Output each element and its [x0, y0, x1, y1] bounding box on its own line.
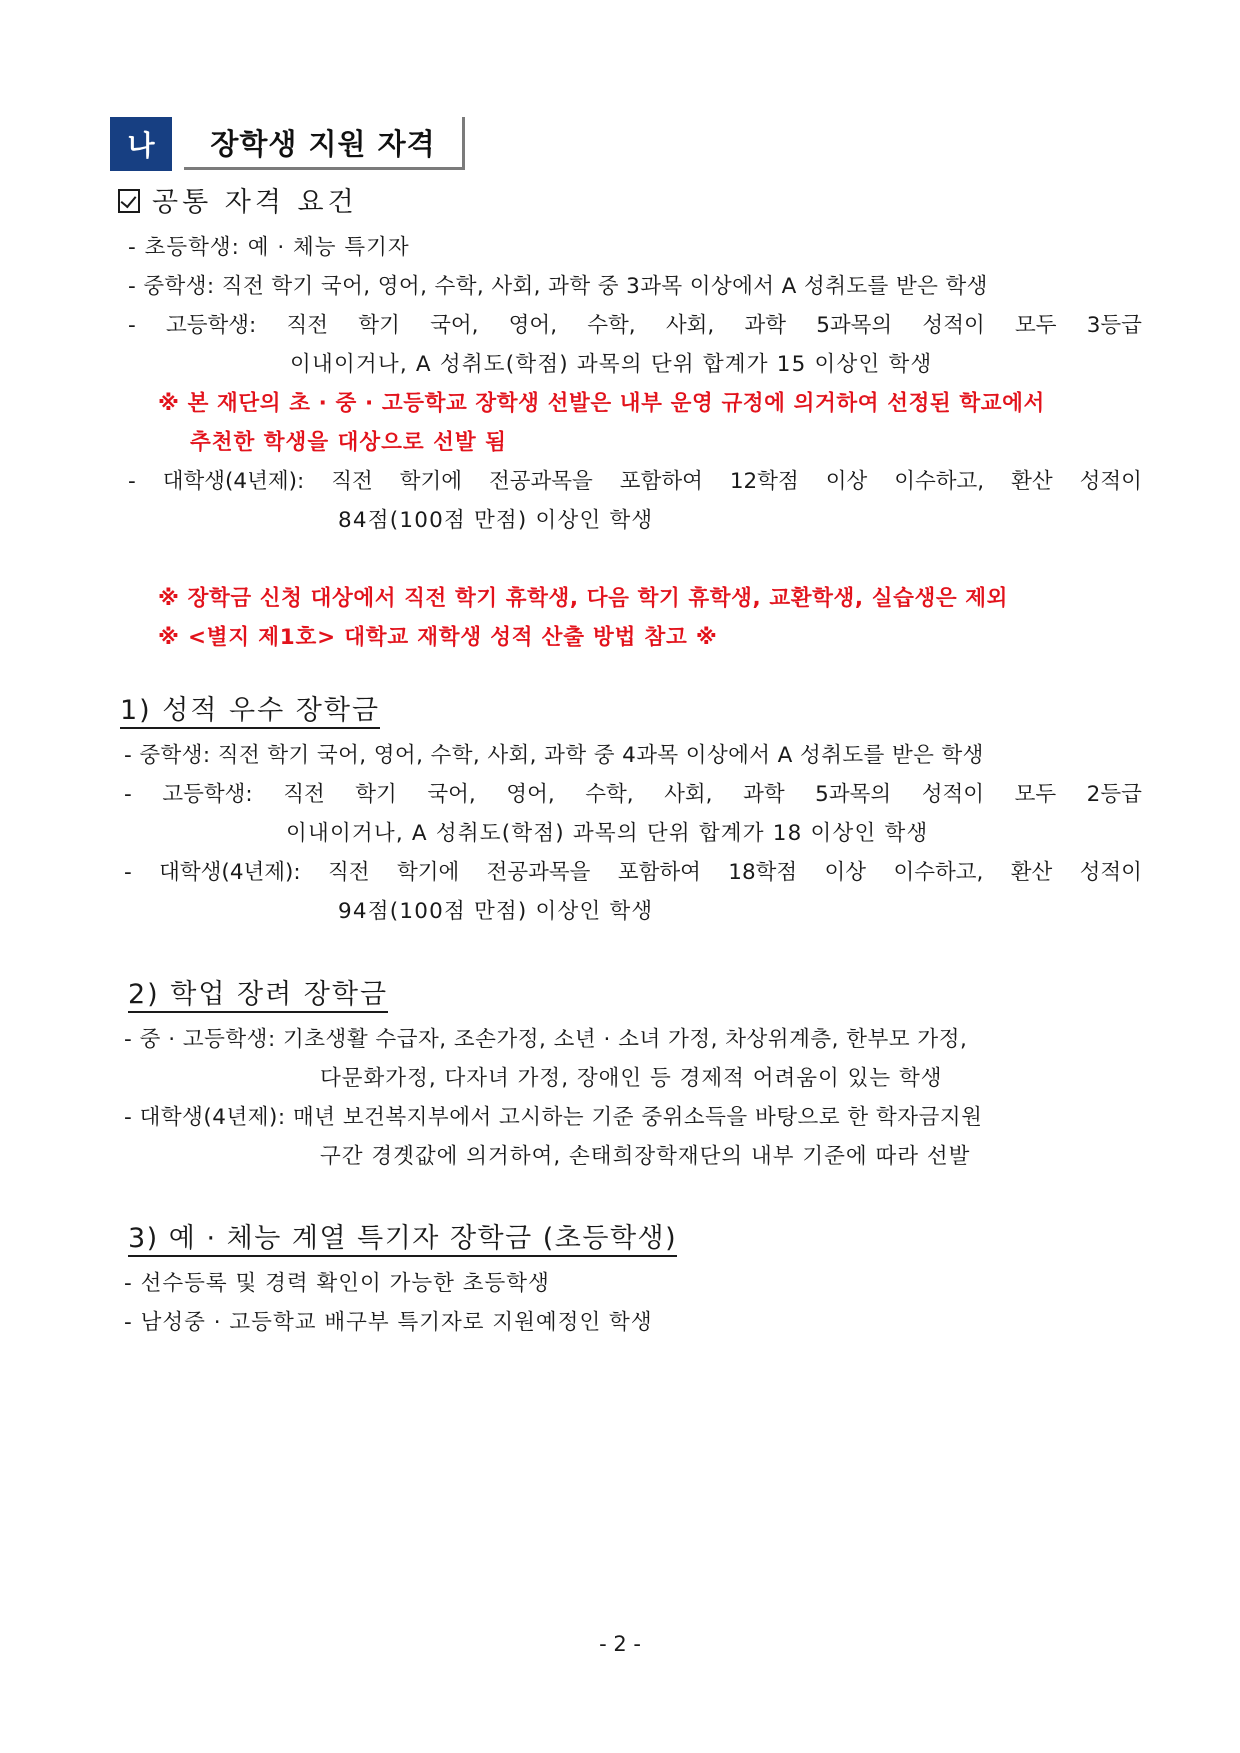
encourage-high-line2: 다문화가정, 다자녀 가정, 장애인 등 경제적 어려움이 있는 학생 — [320, 1066, 943, 1091]
section-header — [110, 117, 466, 171]
page-number: - 2 - — [599, 1632, 641, 1656]
section-title: 장학생 지원 자격 — [184, 117, 465, 170]
red-note-reference: ※ <별지 제1호> 대학교 재학생 성적 산출 방법 참고 ※ — [158, 625, 718, 650]
checkbox-icon — [118, 189, 140, 213]
merit-high-line2: 이내이거나, A 성취도(학점) 과목의 단위 합계가 18 이상인 학생 — [286, 821, 929, 846]
common-high-line2: 이내이거나, A 성취도(학점) 과목의 단위 합계가 15 이상인 학생 — [290, 352, 933, 377]
encourage-heading-row — [128, 977, 388, 1013]
encourage-heading: 2) 학업 장려 장학금 — [128, 979, 388, 1013]
common-high-line1: - 고등학생: 직전 학기 국어, 영어, 수학, 사회, 과학 5과목의 성적이 모두 3등급 — [128, 313, 1142, 338]
encourage-univ-line2: 구간 경곗값에 의거하여, 손태희장학재단의 내부 기준에 따라 선발 — [320, 1144, 971, 1169]
common-univ-line1: - 대학생(4년제): 직전 학기에 전공과목을 포함하여 12학점 이상 이수하고, 환산 성적이 — [128, 469, 1142, 494]
merit-univ-line2: 94점(100점 만점) 이상인 학생 — [338, 899, 654, 924]
common-elem: - 초등학생: 예 · 체능 특기자 — [128, 235, 410, 260]
merit-heading-row — [120, 693, 380, 729]
common-heading: 공통 자격 요건 — [152, 187, 358, 218]
common-middle: - 중학생: 직전 학기 국어, 영어, 수학, 사회, 과학 중 3과목 이상에서 A 성취도를 받은 학생 — [128, 274, 988, 299]
arts-heading-row — [128, 1221, 677, 1257]
encourage-high-line1: - 중 · 고등학생: 기초생활 수급자, 조손가정, 소년 · 소녀 가정, 차상위계층, 한부모 가정, — [124, 1027, 968, 1052]
red-note-exclusion: ※ 장학금 신청 대상에서 직전 학기 휴학생, 다음 학기 휴학생, 교환학생, 실습생은 제외 — [158, 586, 1009, 611]
arts-line2: - 남성중 · 고등학교 배구부 특기자로 지원예정인 학생 — [124, 1310, 653, 1335]
common-univ-line2: 84점(100점 만점) 이상인 학생 — [338, 508, 654, 533]
common-heading-row — [118, 185, 358, 221]
common-note-line1: ※ 본 재단의 초 · 중 · 고등학교 장학생 선발은 내부 운영 규정에 의거하여 선정된 학교에서 — [158, 391, 1045, 416]
merit-high-line1: - 고등학생: 직전 학기 국어, 영어, 수학, 사회, 과학 5과목의 성적이 모두 2등급 — [124, 782, 1142, 807]
merit-univ-line1: - 대학생(4년제): 직전 학기에 전공과목을 포함하여 18학점 이상 이수하고, 환산 성적이 — [124, 860, 1142, 885]
common-note-line2: 추천한 학생을 대상으로 선발 됨 — [190, 430, 507, 455]
merit-middle: - 중학생: 직전 학기 국어, 영어, 수학, 사회, 과학 중 4과목 이상에서 A 성취도를 받은 학생 — [124, 743, 984, 768]
section-badge: 나 — [110, 117, 172, 171]
encourage-univ-line1: - 대학생(4년제): 매년 보건복지부에서 고시하는 기준 중위소득을 바탕으로 한 학자금지원 — [124, 1105, 983, 1130]
arts-line1: - 선수등록 및 경력 확인이 가능한 초등학생 — [124, 1271, 550, 1296]
arts-heading: 3) 예 · 체능 계열 특기자 장학금 (초등학생) — [128, 1223, 677, 1257]
merit-heading: 1) 성적 우수 장학금 — [120, 695, 380, 729]
